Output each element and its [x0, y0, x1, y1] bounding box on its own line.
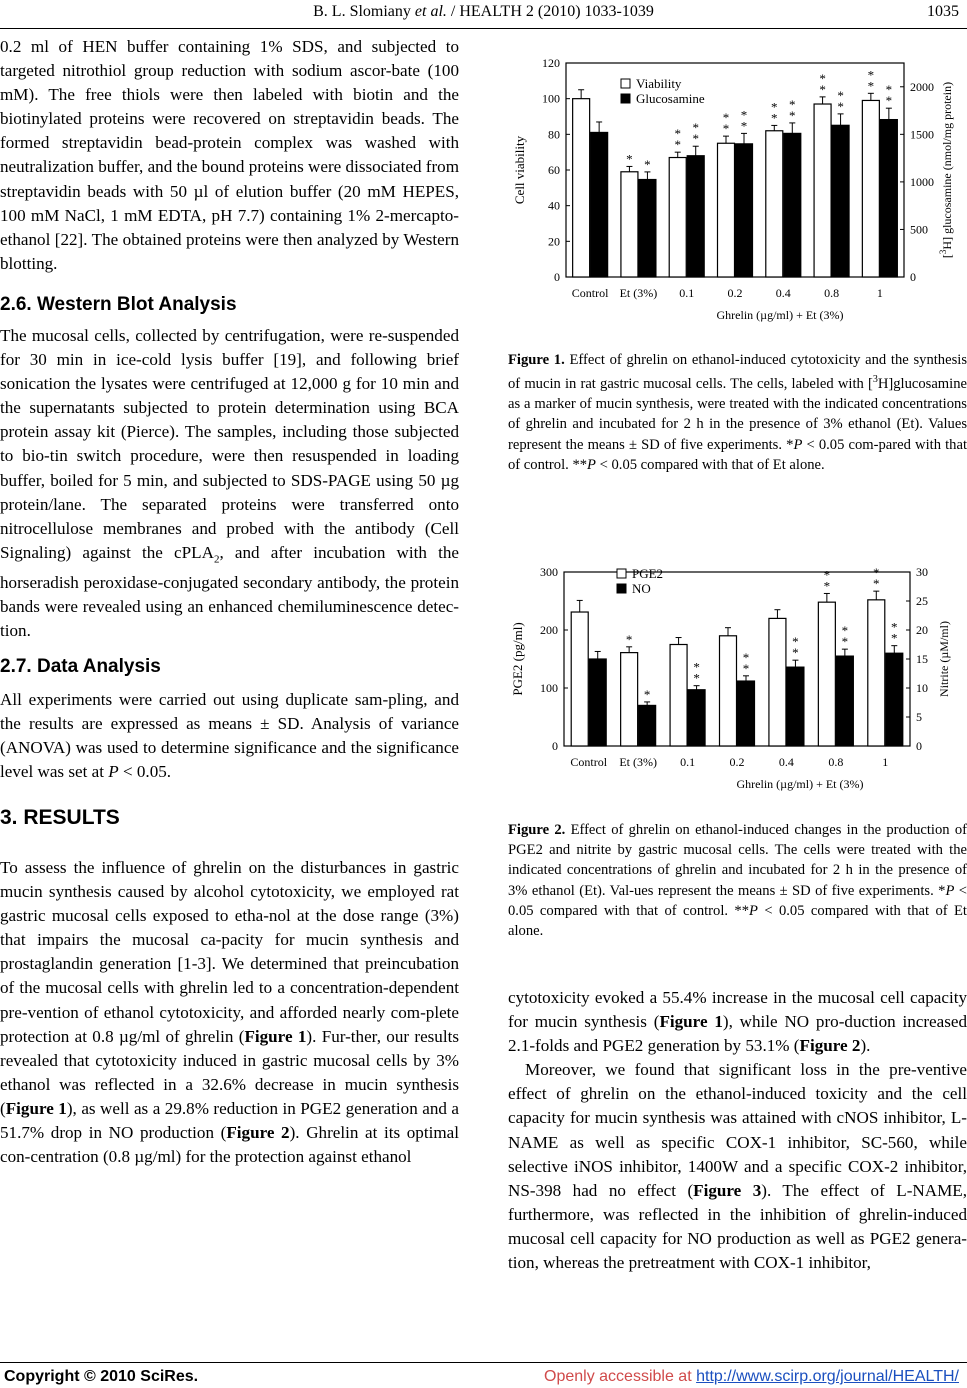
significance-mark: * — [867, 78, 875, 94]
figure-2-chart — [508, 560, 967, 810]
significance-mark: * — [841, 623, 849, 639]
bar-no — [688, 690, 705, 746]
bar-viability — [573, 99, 590, 277]
open-access-notice: Openly accessible at http://www.scirp.org/journal/HEALTH/ — [544, 1368, 959, 1385]
y-axis-label: PGE2 (pg/ml) — [510, 622, 525, 696]
paragraph-data-analysis: All experiments were carried out using duplicate sam-pling, and the results are expressed as means ± SD. Analysis of variance (ANOVA) was used to determine significance and the significance level was set at P < 0.05. — [0, 689, 459, 781]
bar-pge2 — [621, 653, 638, 746]
paragraph-results: To assess the influence of ghrelin on the disturbances in gastric mucin synthesis caused by alcohol cytotoxicity, we employed rat gastric mucosal cells exposed to etha-nol at the dose range (3%) that impairs the mucosal ca-pacity for mucin synthesis and prostaglandin generation [1-3]. We determined that preincubation of the mucosal cells with ghrelin led to a concentration-dependent pre-vention of ethanol cytotoxicity, and afforded nearly com-plete protection at 0.8 µg/ml of ghrelin (Figure 1). Fur-ther, our results revealed that cytotoxicity induced in gastric mucosal cells by 3% ethanol was reflected in a 32.6% decrease in mucin synthesis (Figure 1), as well as a 29.8% reduction in PGE2 generation and a 51.7% drop in NO production (Figure 2). Ghrelin at its optimal con-centration (0.8 µg/ml) for the protection against ethanol — [0, 857, 460, 1167]
heading-data-analysis: 2.7. Data Analysis — [0, 655, 161, 677]
significance-mark: * — [693, 670, 700, 686]
legend-swatch-no — [617, 584, 626, 593]
significance-mark: * — [873, 565, 880, 581]
x-tick-label: 0.8 — [824, 286, 840, 300]
bar-glucosamine — [784, 133, 801, 277]
bar-no — [787, 667, 804, 746]
significance-mark: * — [742, 649, 750, 665]
significance-mark: * — [873, 576, 880, 592]
y2-axis-label: [$^3$H] glucosamine (nmol/mg protein) — [938, 81, 954, 259]
header-rule — [0, 28, 967, 29]
significance-mark: * — [891, 630, 898, 646]
y-tick-label: 80 — [548, 127, 560, 142]
significance-mark: * — [625, 631, 633, 647]
significance-mark: * — [823, 578, 831, 594]
significance-mark: * — [867, 67, 875, 83]
x-tick-label: 0.4 — [778, 755, 794, 769]
significance-mark: * — [885, 82, 893, 98]
x-tick-label: Et (3%) — [619, 755, 657, 769]
significance-mark: * — [837, 98, 844, 114]
significance-mark: * — [819, 70, 826, 86]
bar-glucosamine — [832, 125, 849, 277]
x-tick-label: Control — [570, 755, 608, 769]
x-tick-label: 0.8 — [828, 755, 844, 769]
page-number: 1035 — [927, 3, 959, 20]
x-tick-label: 0.4 — [775, 286, 791, 300]
significance-mark: * — [841, 634, 849, 650]
significance-mark: * — [674, 126, 681, 142]
significance-mark: * — [722, 110, 730, 126]
significance-mark: * — [644, 156, 651, 172]
y2-tick-label: 30 — [916, 565, 928, 579]
bar-pge2 — [571, 612, 588, 746]
significance-mark: * — [823, 567, 831, 583]
bar-viability — [862, 100, 879, 277]
y2-tick-label: 500 — [910, 222, 928, 237]
y-tick-label: 60 — [548, 163, 560, 177]
page-footer — [0, 1362, 967, 1388]
bar-glucosamine — [880, 120, 897, 277]
y2-tick-label: 5 — [916, 710, 922, 724]
y2-tick-label: 1500 — [910, 127, 934, 142]
heading-results: 3. RESULTS — [0, 805, 120, 829]
paragraph-western-blot: The mucosal cells, collected by centrifugation, were re-suspended for 30 min in ice-cold lysis buffer [19], and following brief sonication the lysates were centrifuged at 12,000 g for 10 min and the supernatants subjected to protein determination using BCA protein assay kit (Pierce). The samples, including those subjected to bio-tin switch procedure, were then resuspended in loading buffer, boiled for 5 min, and subjected to SDS-PAGE using 50 µg protein/lane. The separated proteins were transferred onto nitrocellulose membranes and probed with the antibody (Cell Signaling) against the cPLA$_2$, and after incubation with the horseradish peroxidase-conjugated secondary antibody, the protein bands were revealed using an enhanced chemiluminescence detec-tion. — [0, 325, 459, 641]
figure-2-caption: Figure 2. Effect of ghrelin on ethanol-induced changes in the production of PGE2 and nitrite by gastric mucosal cells. The cells were treated with the indicated concentrations of ghrelin and incubated for 2 h in the presence of 3% ethanol (Et). Val-ues represent the means ± SD of five experiments. *P < 0.05 compared with that of control. **P < 0.05 compared with that of Et alone. — [508, 822, 967, 940]
y2-tick-label: 1000 — [910, 174, 934, 189]
bar-glucosamine — [687, 156, 704, 277]
y-tick-label: 0 — [554, 270, 560, 284]
y-tick-label: 100 — [542, 91, 560, 106]
bar-pge2 — [818, 602, 835, 746]
legend-swatch-viability — [621, 79, 630, 88]
bar-pge2 — [720, 636, 737, 746]
journal-link[interactable]: http://www.scirp.org/journal/HEALTH/ — [696, 1368, 959, 1385]
significance-mark: * — [643, 686, 651, 702]
legend-label-no: NO — [632, 581, 651, 596]
y2-tick-label: 15 — [916, 652, 928, 666]
significance-mark: * — [692, 131, 699, 147]
figure-1-chart — [508, 55, 967, 340]
significance-mark: * — [740, 107, 748, 123]
y2-tick-label: 20 — [916, 623, 928, 637]
bar-glucosamine — [591, 132, 608, 277]
copyright: Copyright © 2010 SciRes. — [4, 1368, 199, 1385]
significance-mark: * — [837, 87, 844, 103]
significance-mark: * — [692, 120, 699, 136]
significance-mark: * — [771, 110, 778, 126]
running-title: B. L. Slomiany et al. / HEALTH 2 (2010) 1033-1039 — [313, 3, 654, 20]
x-tick-label: 1 — [882, 755, 889, 769]
legend-label-glucosamine: Glucosamine — [636, 91, 705, 106]
y2-axis-label: Nitrite (µM/ml) — [937, 621, 951, 697]
significance-mark: * — [789, 107, 796, 123]
bar-viability — [621, 172, 638, 277]
significance-mark: * — [789, 96, 796, 112]
significance-mark: * — [626, 151, 633, 167]
y-tick-label: 20 — [548, 234, 560, 249]
significance-mark: * — [792, 645, 799, 661]
x-tick-label: 0.2 — [727, 286, 743, 300]
x-tick-label: 1 — [876, 286, 883, 300]
x-tick-label: 0.2 — [729, 755, 745, 769]
y2-tick-label: 0 — [910, 270, 916, 284]
y-tick-label: 100 — [540, 681, 558, 695]
significance-mark: * — [674, 137, 681, 153]
bar-glucosamine — [736, 144, 753, 277]
significance-mark: * — [693, 659, 700, 675]
bar-pge2 — [769, 618, 786, 746]
left-column — [0, 35, 459, 1169]
significance-mark: * — [891, 619, 898, 635]
y2-tick-label: 10 — [916, 681, 928, 695]
y2-tick-label: 25 — [916, 594, 928, 608]
bar-pge2 — [670, 645, 687, 747]
y-tick-label: 40 — [548, 198, 560, 213]
paragraph-biotin-switch: 0.2 ml of HEN buffer containing 1% SDS, and subjected to targeted nitrothiol group reduction with sodium ascor-bate (100 mM). The free thiols were then labeled with biotin and the biotinylated proteins were recovered on streptavidin beads. The formed streptavidin bead-protein complex was washed with neutralization buffer, and the bound proteins were dissociated from streptavidin beads with 50 µl of elution buffer (20 mM HEPES, 100 mM NaCl, 1 mM EDTA, pH 7.7) containing 1% 2-mercapto-ethanol [22]. The obtained proteins were then analyzed by Western blotting. — [0, 37, 459, 273]
significance-mark: * — [885, 93, 893, 109]
figure-1-caption: Figure 1. Effect of ghrelin on ethanol-induced cytotoxicity and the synthesis of mucin in rat gastric mucosal cells. The cells, labeled with [$^3$H]glucosamine as a marker of mucin synthesis, were treated with the indicated concentrations of ghrelin and incubated for 2 h in the presence of 3% ethanol (Et). Values represent the means ± SD of five experiments. *P < 0.05 com-pared with that of control. **P < 0.05 compared with that of Et alone. — [508, 352, 967, 473]
significance-mark: * — [819, 81, 826, 97]
legend-label-pge2: PGE2 — [632, 566, 664, 581]
x-axis-label: Ghrelin (µg/ml) + Et (3%) — [736, 777, 864, 791]
bar-viability — [718, 143, 735, 277]
y2-tick-label: 0 — [916, 739, 922, 753]
significance-mark: * — [742, 660, 750, 676]
bar-no — [639, 705, 656, 746]
x-axis-label: Ghrelin (µg/ml) + Et (3%) — [716, 308, 844, 322]
y-tick-label: 120 — [542, 56, 560, 70]
bar-no — [589, 659, 606, 746]
bar-viability — [669, 158, 686, 277]
right-column-text — [508, 986, 967, 1275]
significance-mark: * — [740, 118, 748, 134]
bar-no — [836, 656, 853, 746]
bar-viability — [814, 104, 831, 277]
y-axis-label: Cell viability — [512, 135, 527, 205]
bar-glucosamine — [639, 180, 656, 277]
y-tick-label: 0 — [552, 739, 558, 753]
paragraph-inhibitors: Moreover, we found that significant loss in the pre-ventive effect of ghrelin on the ethanol-induced toxicity and the cell capacity for mucin synthesis was attained with cNOS inhibitor, L-NAME as well as specific COX-1 inhibitor, SC-560, while selective iNOS inhibitor, 1400W and a specific COX-2 inhibitor, NS-398 had no effect (Figure 3). The effect of L-NAME, furthermore, was reflected in the inhibition of ghrelin-induced mucosal cell capacity for NO production as well as PGE2 genera-tion, whereas the pretreatment with COX-1 inhibitor, — [508, 1060, 967, 1273]
legend-label-viability: Viability — [636, 76, 682, 91]
y-tick-label: 300 — [540, 565, 558, 579]
running-header — [0, 3, 967, 29]
bar-no — [738, 681, 755, 746]
x-tick-label: Et (3%) — [619, 286, 658, 300]
significance-mark: * — [771, 99, 778, 115]
x-tick-label: Control — [571, 286, 609, 300]
heading-western-blot: 2.6. Western Blot Analysis — [0, 293, 237, 315]
x-tick-label: 0.1 — [680, 755, 696, 769]
paragraph-cytotoxicity: cytotoxicity evoked a 55.4% increase in the mucosal cell capacity for mucin synthesis (Figure 1), while NO pro-duction increased 2.1-folds and PGE2 generation by 53.1% (Figure 2). — [508, 988, 967, 1056]
y-tick-label: 200 — [540, 623, 558, 637]
legend-swatch-pge2 — [617, 569, 626, 578]
significance-mark: * — [722, 121, 730, 137]
bar-viability — [766, 131, 783, 277]
significance-mark: * — [792, 634, 799, 650]
y2-tick-label: 2000 — [910, 79, 934, 94]
bar-pge2 — [868, 600, 885, 746]
footer-rule — [0, 1362, 967, 1363]
legend-swatch-glucosamine — [621, 94, 630, 103]
x-tick-label: 0.1 — [679, 286, 695, 300]
bar-no — [886, 653, 903, 746]
